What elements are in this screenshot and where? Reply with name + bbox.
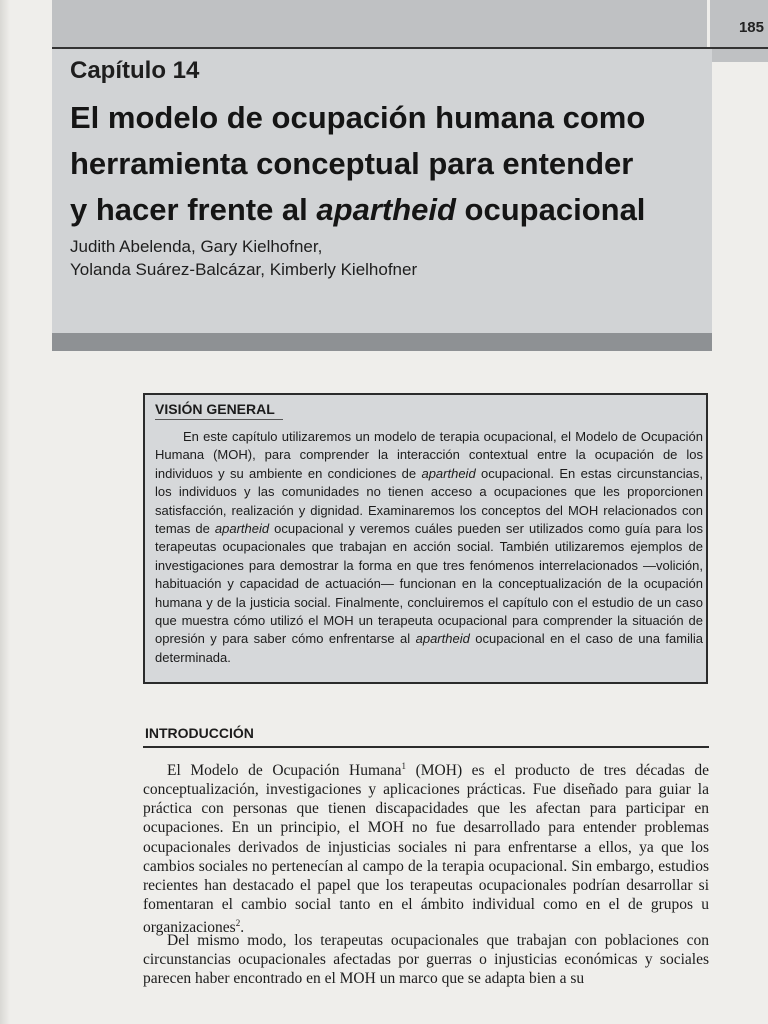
authors-line-1: Judith Abelenda, Gary Kielhofner, — [70, 237, 323, 256]
title-line-3-end: ocupacional — [455, 192, 646, 227]
overview-box — [143, 393, 708, 684]
footnote-ref-1: 1 — [401, 761, 407, 771]
overview-italic-2: apartheid — [214, 521, 270, 537]
chapter-header-box — [52, 49, 712, 333]
chapter-title-line-3 — [70, 192, 645, 228]
title-italic-word: apartheid — [316, 192, 456, 227]
page-edge-shadow — [0, 0, 10, 1024]
overview-text-part-2: ocupacional. En estas circunstancias, los individuos y las comunidades no tienen acceso a ocupaciones que les proporcionen satisfacción, realización y dignidad. Examinaremos los conceptos del MOH relacionados con temas de — [155, 465, 703, 537]
page-number: 185 — [738, 19, 764, 36]
introduction-heading: INTRODUCCIÓN — [145, 725, 254, 741]
para1-body: (MOH) es el producto de tres décadas de conceptualización, investigaciones y aplicaciones prácticas. Fue diseñado para guiar la práctica con personas que tienen discapacidades que les afectan para participar en ocupaciones. En un principio, el MOH no fue desarrollado para entender problemas ocupacionales derivados de injusticias sociales ni para enfrentarse a ellos, ya que los cambios sociales no pertenecían al campo de la terapia ocupacional. Sin embargo, estudios recientes han destacado el papel que los terapeutas ocupacionales podrían desarrollar si fomentaran el cambio social tanto en el ámbito individual como en el de grupos u organizaciones — [143, 762, 709, 937]
overview-italic-1: apartheid — [421, 465, 476, 481]
overview-heading: VISIÓN GENERAL — [155, 401, 275, 417]
authors-line-2: Yolanda Suárez-Balcázar, Kimberly Kielhofner — [70, 260, 418, 279]
chapter-title-line-1: El modelo de ocupación humana como — [70, 100, 646, 135]
header-top-bar — [52, 0, 707, 47]
footnote-ref-2: 2 — [235, 917, 241, 928]
introduction-paragraph-2: Del mismo modo, los terapeutas ocupacionales que trabajan con poblaciones con circunstancias ocupacionales afectadas por guerras o injusticias económicas y sociales parecen haber encontrado en el MOH un marco que se adapta bien a su — [143, 932, 709, 988]
overview-italic-3: apartheid — [415, 631, 470, 647]
header-bottom-bar — [52, 333, 712, 351]
introduction-rule — [143, 746, 709, 748]
overview-text-part-3: ocupacional y veremos cuáles pueden ser utilizados como guía para los terapeutas ocupacionales que trabajan en acción social. También utilizaremos ejemplos de investigaciones para demostrar la forma en que tres fenómenos interrelacionados —volición, habituación y capacidad de actuación— funcionan en la conceptualización de la ocupación humana y de la justicia social. Finalmente, concluiremos el capítulo con el estudio de un caso que muestra cómo utilizó el MOH un terapeuta ocupacional para comprender la situación de opresión y para saber cómo enfrentarse al — [155, 521, 703, 647]
chapter-label: Capítulo 14 — [70, 57, 200, 84]
title-line-3-start: y hacer frente al — [70, 192, 317, 227]
para1-end: . — [240, 919, 245, 937]
overview-text-part-4: ocupacional en el caso de una familia determinada. — [155, 631, 703, 665]
overview-heading-rule — [155, 419, 283, 420]
overview-text — [155, 428, 703, 667]
chapter-title-line-2: herramienta conceptual para entender — [70, 146, 634, 181]
overview-text-part-1: En este capítulo utilizaremos un modelo de terapia ocupacional, el Modelo de Ocupación Humana (MOH), para comprender la interacción contextual entre la ocupación de los individuos y su ambiente en condiciones de — [155, 429, 703, 481]
para1-start: El Modelo de Ocupación Humana — [167, 762, 402, 780]
introduction-paragraph-1 — [143, 757, 709, 937]
